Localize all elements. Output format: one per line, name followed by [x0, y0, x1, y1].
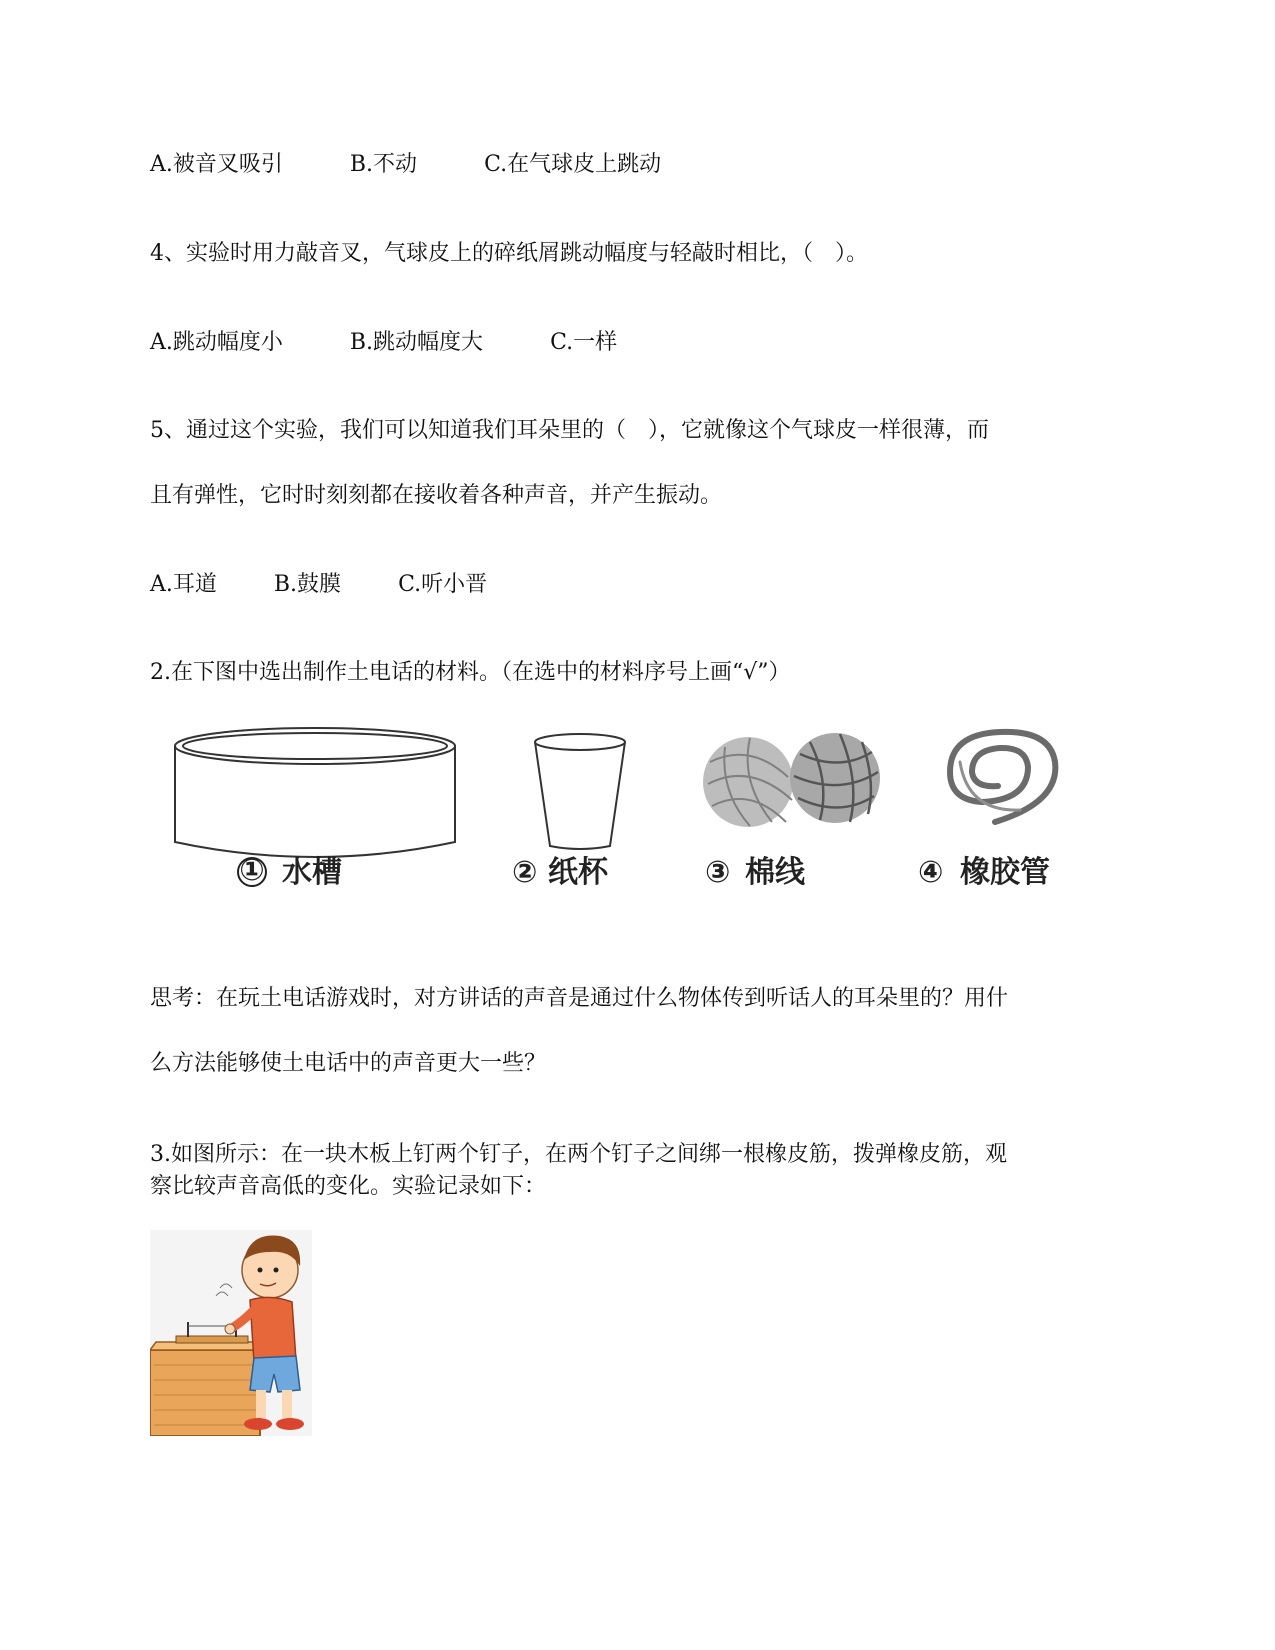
section3-line2: 察比较声音高低的变化。实验记录如下：: [150, 1174, 547, 1199]
caption-3: [705, 855, 806, 890]
q5-question-line2: 且有弹性，它时时刻刻都在接收着各种声音，并产生振动。: [150, 483, 723, 508]
q4-options: [150, 328, 617, 358]
section2-prompt: 2.在下图中选出制作土电话的材料。（在选中的材料序号上画“√”）: [150, 660, 791, 685]
q4-option-a: A.跳动幅度小: [150, 330, 283, 355]
q3-options: [150, 150, 661, 180]
caption-4-name: 橡胶管: [960, 855, 1050, 890]
caption-4: [918, 855, 1050, 890]
q4-question: 4、实验时用力敲音叉，气球皮上的碎纸屑跳动幅度与轻敲时相比，（ ）。: [150, 241, 868, 266]
caption-2: [512, 855, 609, 890]
caption-1-number: ①: [239, 853, 265, 888]
caption-3-number: ③: [705, 855, 731, 890]
q4-option-c: C.一样: [550, 330, 618, 355]
caption-2-number: ②: [512, 855, 538, 890]
cotton-thread-icon: [703, 733, 880, 827]
q5-option-b: B.鼓膜: [273, 572, 342, 597]
q5-question-line1: 5、通过这个实验，我们可以知道我们耳朵里的（ ），它就像这个气球皮一样很薄，而: [150, 418, 989, 443]
caption-2-name: 纸杯: [548, 855, 608, 890]
caption-4-number: ④: [918, 855, 944, 890]
q3-option-b: B.不动: [349, 152, 418, 177]
q5-option-a: A.耳道: [150, 572, 217, 597]
rubber-band-experiment-illustration: [150, 1230, 312, 1436]
caption-1-name: 水槽: [282, 855, 342, 890]
q4-option-b: B.跳动幅度大: [349, 330, 484, 355]
materials-figure: [160, 722, 1120, 952]
q3-option-c: C.在气球皮上跳动: [484, 152, 662, 177]
caption-1: [238, 853, 342, 890]
caption-3-name: 棉线: [745, 855, 805, 890]
paper-cup-icon: [535, 734, 625, 849]
q3-option-a: A.被音叉吸引: [150, 152, 283, 177]
think-question-line1: 思考：在玩土电话游戏时，对方讲话的声音是通过什么物体传到听话人的耳朵里的？用什: [150, 986, 1009, 1011]
section3-line1: 3.如图所示：在一块木板上钉两个钉子，在两个钉子之间绑一根橡皮筋，拨弹橡皮筋，观: [150, 1142, 1007, 1167]
q5-option-c: C.听小晋: [398, 572, 488, 597]
materials-illustration: [160, 722, 1120, 952]
water-tank-icon: [175, 728, 455, 857]
q5-options: [150, 570, 487, 600]
think-question-line2: 么方法能够使土电话中的声音更大一些？: [150, 1051, 547, 1076]
rubber-tube-icon: [950, 732, 1055, 822]
boy-with-board-icon: [150, 1230, 312, 1436]
